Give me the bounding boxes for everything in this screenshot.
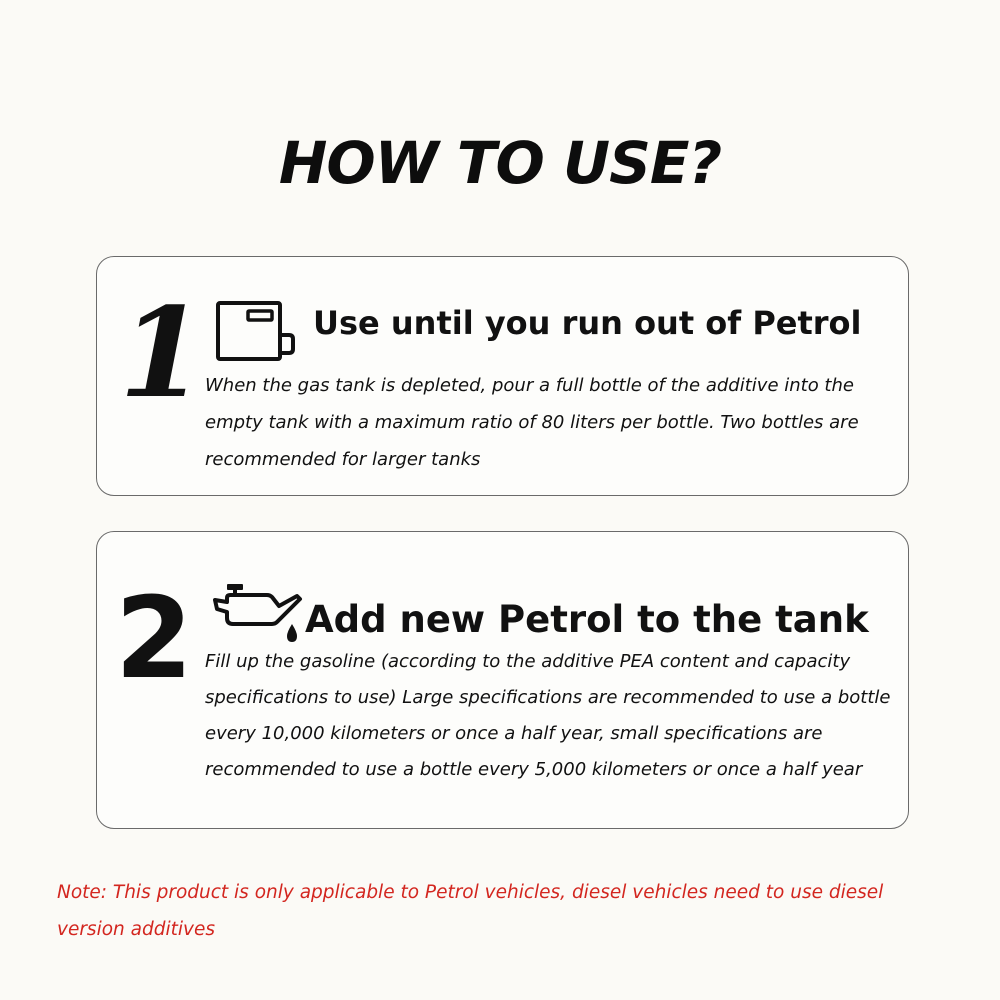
fuel-tank-icon bbox=[215, 299, 301, 363]
step-description: When the gas tank is depleted, pour a full bottle of the additive into the empty tank with a maximum ratio of 80 liters per bottle. Two bottles are recommended for larger tanks bbox=[205, 375, 859, 470]
step-heading: Add new Petrol to the tank bbox=[305, 598, 869, 641]
step-number: 2 bbox=[115, 574, 193, 704]
step-heading: Use until you run out of Petrol bbox=[313, 304, 862, 342]
step-card-1 bbox=[96, 256, 909, 496]
step-card-2 bbox=[96, 531, 909, 829]
step-number: 1 bbox=[119, 281, 206, 426]
page-title: HOW TO USE? bbox=[278, 129, 722, 197]
step-description: Fill up the gasoline (according to the additive PEA content and capacity specifications to use) Large specifications are recommended to use a bottle every 10,000 kilometers or once a half year, small specifications are recommended to use a bottle every 5,000 kilometers or once a half year bbox=[205, 651, 891, 780]
applicability-note: Note: This product is only applicable to Petrol vehicles, diesel vehicles need to use diesel version additives bbox=[57, 882, 884, 940]
oil-can-icon bbox=[213, 582, 309, 646]
